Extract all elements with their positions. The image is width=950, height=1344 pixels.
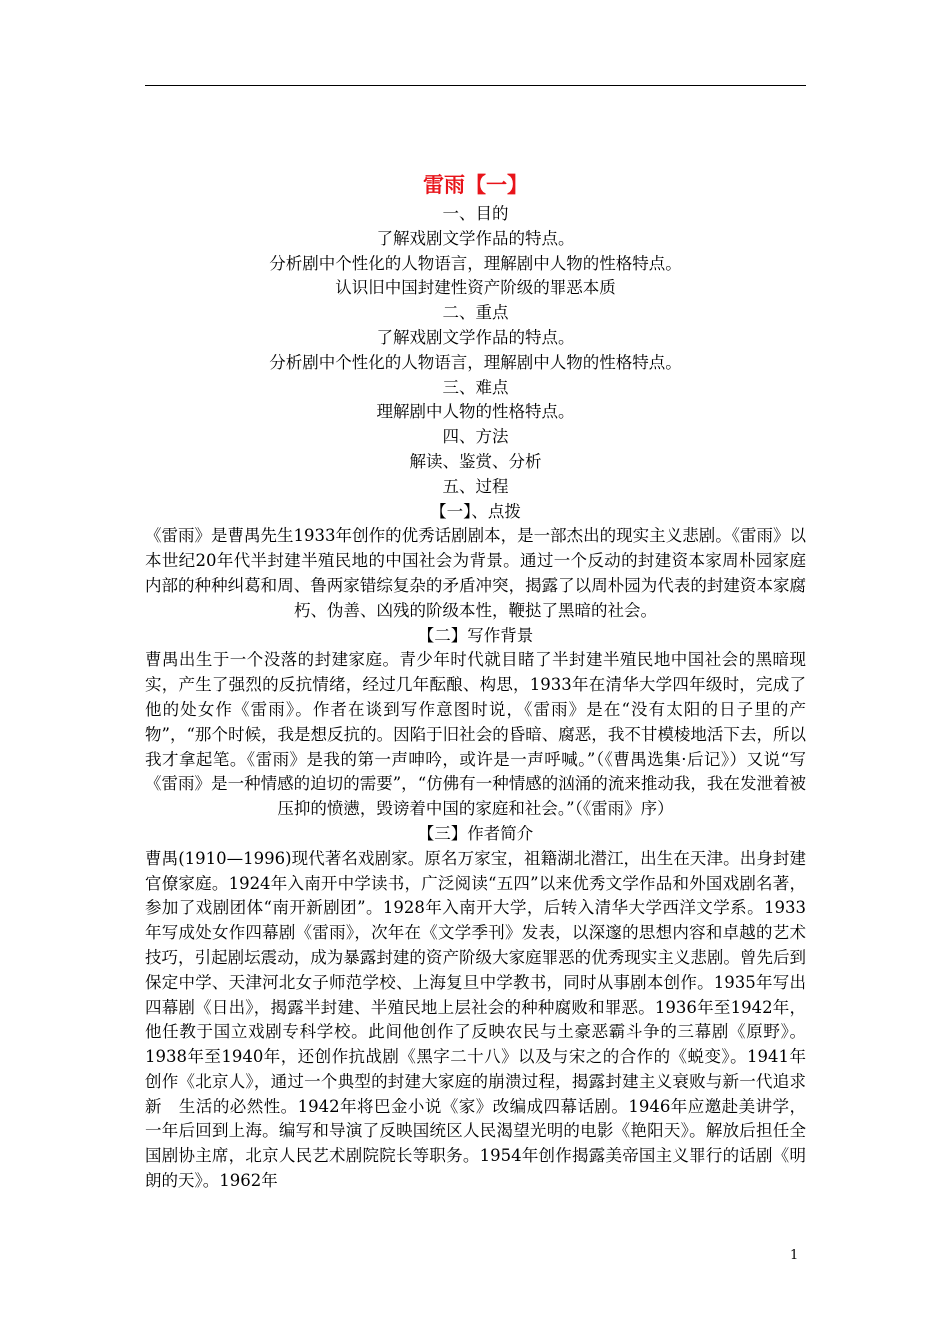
section-heading-method: 四、方法 <box>442 427 509 447</box>
method-item: 解读、鉴赏、分析 <box>409 451 542 471</box>
section-heading-process: 五、过程 <box>442 476 509 496</box>
section-heading-difficulty: 三、难点 <box>442 377 509 397</box>
page-title: 雷雨【一】 <box>423 172 528 197</box>
goal-item: 了解戏剧文学作品的特点。 <box>376 228 575 248</box>
header-rule <box>145 85 806 86</box>
page-number: 1 <box>790 1248 799 1263</box>
section-heading-goals: 一、目的 <box>442 204 509 223</box>
part1-heading: 【一】、点拨 <box>430 501 521 521</box>
difficulty-item: 理解剧中人物的性格特点。 <box>376 402 575 422</box>
part2-paragraph: 曹禺出生于一个没落的封建家庭。青少年时代就目睹了半封建半殖民地中国社会的黑暗现实，产生了强烈的反抗情绪，经过几年酝酿、构思，1933年在清华大学四年级时，完成了他的处女作《雷雨》。作者在谈到写作意图时说，《雷雨》是在“没有太阳的日子里的产物”，“那个时候，我是想反抗的。因陷于旧社会的昏暗、腐恶，我不甘模棱地活下去，所以我才拿起笔。《雷雨》是我的第一声呻吟，或许是一声呼喊。”（《曹禺选集·后记》）又说“写《雷雨》是一种情感的迫切的需要”，“仿佛有一种情感的汹涌的流来推动我，我在发泄着被压抑的愤懑，毁谤着中国的家庭和社会。”（《雷雨》序） <box>145 650 806 819</box>
part2-heading: 【二】写作背景 <box>417 625 534 645</box>
goal-item: 认识旧中国封建性资产阶级的罪恶本质 <box>335 278 616 298</box>
document-body <box>145 170 806 1194</box>
section-heading-focus: 二、重点 <box>442 303 509 323</box>
focus-item: 分析剧中个性化的人物语言，理解剧中人物的性格特点。 <box>269 352 682 372</box>
part3-heading: 【三】作者简介 <box>417 823 534 843</box>
part3-paragraph: 曹禺(1910—1996)现代著名戏剧家。原名万家宝，祖籍湖北潜江，出生在天津。出身封建官僚家庭。1924年入南开中学读书，广泛阅读“五四”以来优秀文学作品和外国戏剧名著，参加了戏剧团体“南开新剧团”。1928年入南开大学，后转入清华大学西洋文学系。1933年写成处女作四幕剧《雷雨》，次年在《文学季刊》发表，以深邃的思想内容和卓越的艺术技巧，引起剧坛震动，成为暴露封建的资产阶级大家庭罪恶的优秀现实主义悲剧。曾先后到保定中学、天津河北女子师范学校、上海复旦中学教书，同时从事剧本创作。1935年写出四幕剧《日出》，揭露半封建、半殖民地上层社会的种种腐败和罪恶。1936年至1942年，他任教于国立戏剧专科学校。此间他创作了反映农民与土豪恶霸斗争的三幕剧《原野》。1938年至1940年，还创作抗战剧《黑字二十八》以及与宋之的合作的《蜕变》。1941年创作《北京人》，通过一个典型的封建大家庭的崩溃过程，揭露封建主义衰败与新一代追求新 生活的必然性。1942年将巴金小说《家》改编成四幕话剧。1946年应邀赴美讲学，一年后回到上海。编写和导演了反映国统区人民渴望光明的电影《艳阳天》。解放后担任全国剧协主席，北京人民艺术剧院院长等职务。1954年创作揭露美帝国主义罪行的话剧《明朗的天》。1962年 <box>145 848 806 1191</box>
focus-item: 了解戏剧文学作品的特点。 <box>376 327 575 347</box>
part1-paragraph: 《雷雨》是曹禺先生1933年创作的优秀话剧剧本，是一部杰出的现实主义悲剧。《雷雨》以本世纪20年代半封建半殖民地的中国社会为背景。通过一个反动的封建资本家周朴园家庭内部的种种纠葛和周、鲁两家错综复杂的矛盾冲突，揭露了以周朴园为代表的封建资本家腐朽、伪善、凶残的阶级本性，鞭挞了黑暗的社会。 <box>145 526 806 620</box>
goal-item: 分析剧中个性化的人物语言，理解剧中人物的性格特点。 <box>269 253 682 273</box>
